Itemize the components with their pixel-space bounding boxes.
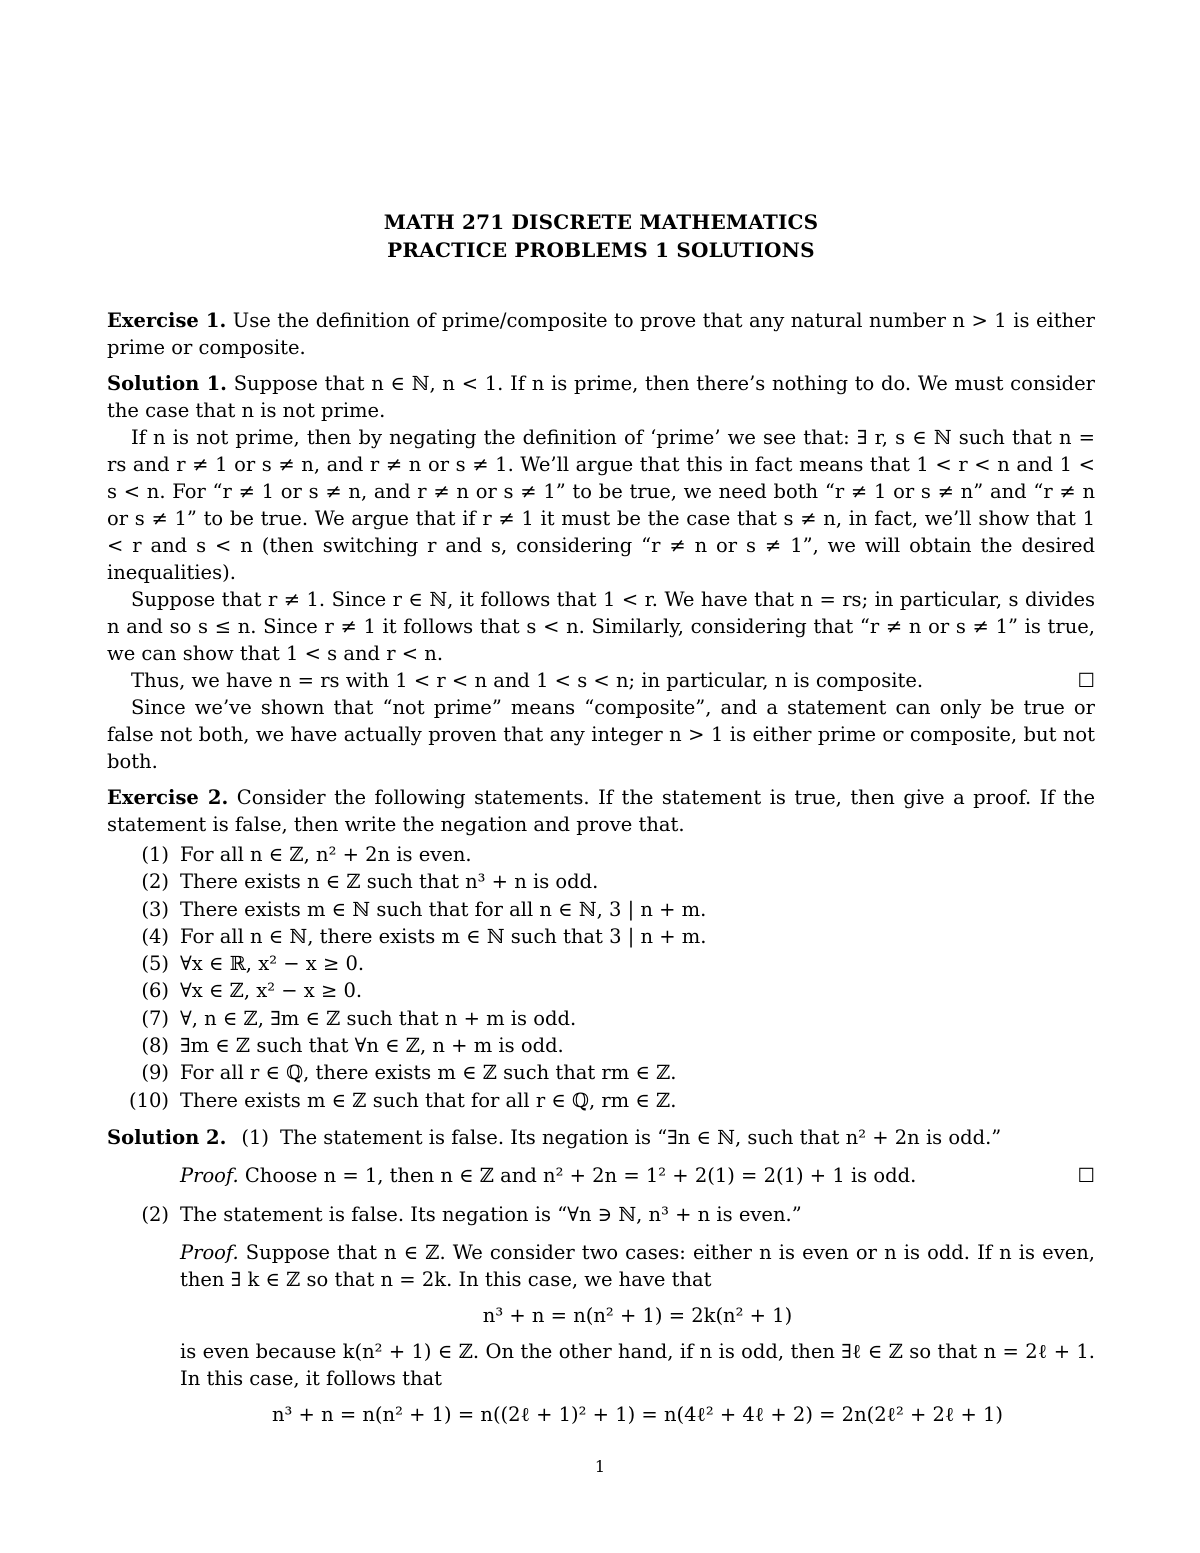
- solution-2-label: Solution 2.: [107, 1125, 227, 1149]
- equation-2: n³ + n = n(n² + 1) = n((2ℓ + 1)² + 1) = n(4ℓ² + 4ℓ + 2) = 2n(2ℓ² + 2ℓ + 1): [271, 1402, 1004, 1426]
- document-page: [107, 208, 1095, 1437]
- list-item: (9) For all r ∈ ℚ, there exists m ∈ ℤ such that rm ∈ ℤ.: [141, 1061, 677, 1085]
- list-item: (1) For all n ∈ ℤ, n² + 2n is even.: [141, 843, 472, 866]
- solution-1-para-3: Suppose that r ≠ 1. Since r ∈ ℕ, it follows that 1 < r. We have that n = rs; in particular, s divides n and so s ≤ n. Since r ≠ 1 it follows that s < n. Similarly, considering that “r ≠ n or s ≠ 1” is true, we can show that 1 < s and r < n.: [107, 588, 1095, 665]
- proof-text-b: is even because k(n² + 1) ∈ ℤ. On the other hand, if n is odd, then ∃ℓ ∈ ℤ so that n = 2ℓ + 1. In this case, it follows that: [180, 1339, 1095, 1390]
- solution-2-part-2-text: The statement is false. Its negation is “∀n ∋ ℕ, n³ + n is even.”: [180, 1202, 802, 1226]
- solution-2-part-1-proof: [107, 1162, 1095, 1189]
- proof-label: Proof.: [180, 1163, 239, 1187]
- proof-label: Proof.: [180, 1240, 239, 1264]
- page-number: 1: [594, 1457, 606, 1476]
- solution-1-para-4-text: Thus, we have n = rs with 1 < r < n and 1 < s < n; in particular, n is composite.: [131, 669, 924, 692]
- exercise-1: [107, 307, 1095, 361]
- title-line-1: MATH 271 DISCRETE MATHEMATICS: [383, 210, 819, 234]
- solution-1-para-1: Suppose that n ∈ ℕ, n < 1. If n is prime, then there’s nothing to do. We must consider the case that n is not prime.: [107, 372, 1095, 422]
- solution-2-part-2: (2) The statement is false. Its negation is “∀n ∋ ℕ, n³ + n is even.”: [141, 1202, 802, 1226]
- list-item: (3) There exists m ∈ ℕ such that for all n ∈ ℕ, 3 | n + m.: [141, 897, 707, 921]
- exercise-1-label: Exercise 1.: [107, 309, 227, 332]
- solution-2-part-1: (1) The statement is false. Its negation is “∃n ∈ ℕ, such that n² + 2n is odd.”: [241, 1125, 1002, 1149]
- exercise-2: [107, 784, 1095, 1114]
- document-title: [107, 208, 1095, 264]
- qed-box-icon: ☐: [1077, 669, 1095, 692]
- solution-2-part-2-proof: [107, 1239, 1095, 1428]
- exercise-2-statement-list: [107, 841, 1095, 1114]
- equation-1: n³ + n = n(n² + 1) = 2k(n² + 1): [482, 1303, 793, 1327]
- exercise-2-text: Consider the following statements. If the statement is true, then give a proof. If the statement is false, then write the negation and prove that.: [107, 786, 1096, 836]
- list-item: (2) There exists n ∈ ℤ such that n³ + n is odd.: [141, 870, 599, 894]
- list-item: (4) For all n ∈ ℕ, there exists m ∈ ℕ such that 3 | n + m.: [141, 924, 707, 948]
- proof-text: Choose n = 1, then n ∈ ℤ and n² + 2n = 1² + 2(1) = 2(1) + 1 is odd.: [244, 1163, 917, 1187]
- title-line-2: PRACTICE PROBLEMS 1 SOLUTIONS: [387, 238, 815, 262]
- solution-1-para-5: Since we’ve shown that “not prime” means “composite”, and a statement can only be true or false not both, we have actually proven that any integer n > 1 is either prime or composite, but not both.: [107, 696, 1095, 773]
- solution-2-part-1-text: The statement is false. Its negation is “∃n ∈ ℕ, such that n² + 2n is odd.”: [280, 1125, 1002, 1149]
- list-item: (5) ∀x ∈ ℝ, x² − x ≥ 0.: [141, 952, 365, 976]
- solution-1-label: Solution 1.: [107, 372, 227, 395]
- exercise-2-label: Exercise 2.: [107, 786, 229, 809]
- proof-text-a: Suppose that n ∈ ℤ. We consider two cases: either n is even or n is odd. If n is even, then ∃ k ∈ ℤ so that n = 2k. In this case, we have that: [180, 1240, 1096, 1291]
- solution-2: [107, 1124, 1095, 1428]
- solution-1-para-4: [107, 667, 1095, 694]
- solution-1-para-2: If n is not prime, then by negating the definition of ‘prime’ we see that: ∃ r, s ∈ ℕ such that n = rs and r ≠ 1 or s ≠ n, and r ≠ n or s ≠ 1. We’ll argue that this in fact means that 1 < r < n and 1 < s < n. For “r ≠ 1 or s ≠ n, and r ≠ n or s ≠ 1” to be true, we need both “r ≠ 1 or s ≠ n” and “r ≠ n or s ≠ 1” to be true. We argue that if r ≠ 1 it must be the case that s ≠ n, in fact, we’ll show that 1 < r and s < n (then switching r and s, considering “r ≠ n or s ≠ 1”, we will obtain the desired inequalities).: [107, 426, 1095, 584]
- list-item: (6) ∀x ∈ ℤ, x² − x ≥ 0.: [141, 979, 363, 1003]
- solution-1: [107, 370, 1095, 775]
- qed-box-icon: ☐: [1077, 1163, 1095, 1187]
- exercise-1-text: Use the definition of prime/composite to prove that any natural number n > 1 is either prime or composite.: [107, 309, 1095, 359]
- list-item: (7) ∀, n ∈ ℤ, ∃m ∈ ℤ such that n + m is odd.: [141, 1006, 577, 1030]
- list-item: (10) There exists m ∈ ℤ such that for all r ∈ ℚ, rm ∈ ℤ.: [128, 1088, 677, 1112]
- list-item: (8) ∃m ∈ ℤ such that ∀n ∈ ℤ, n + m is odd.: [141, 1034, 564, 1058]
